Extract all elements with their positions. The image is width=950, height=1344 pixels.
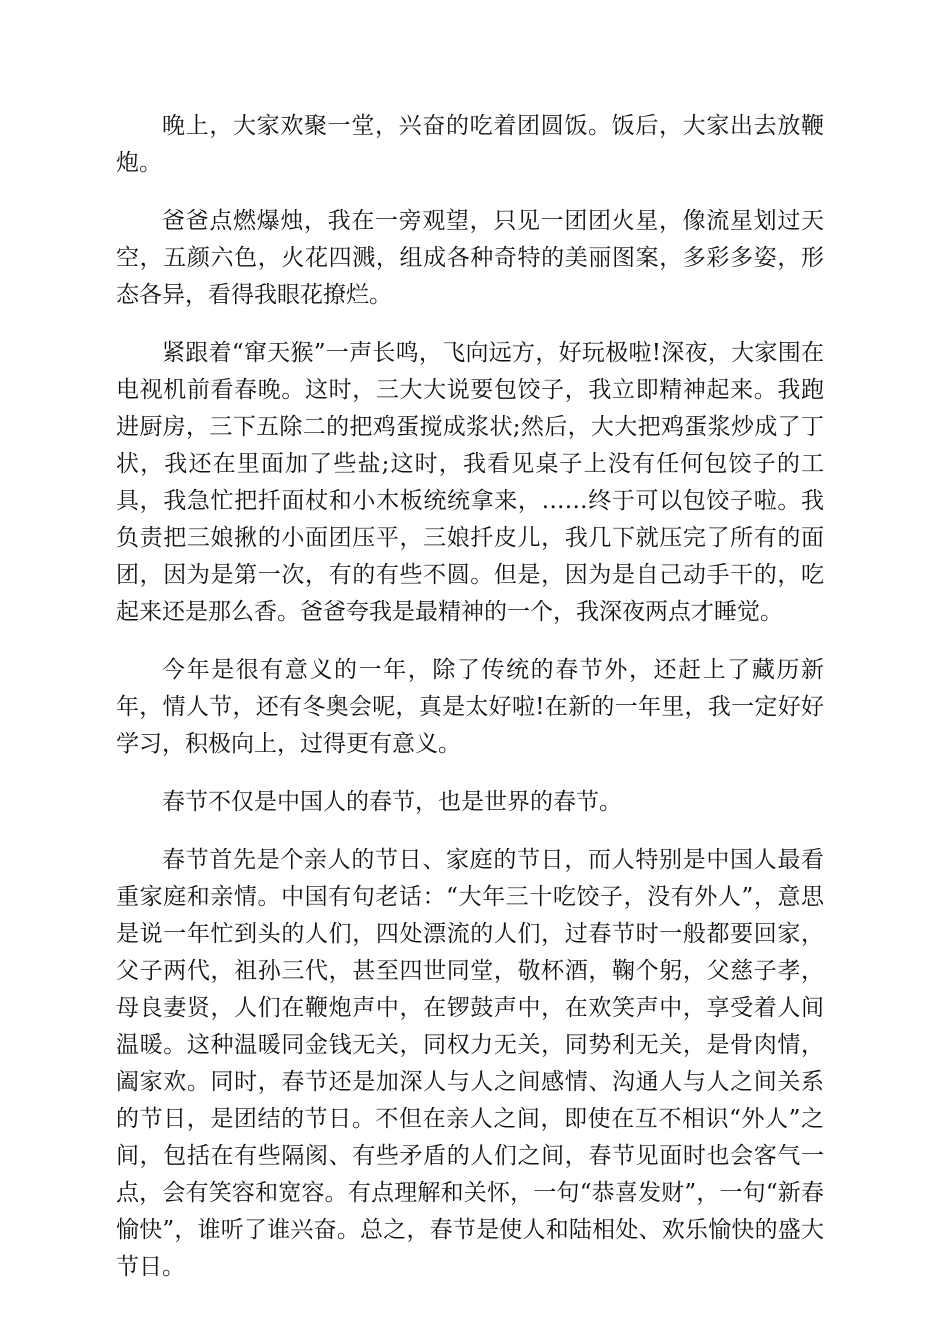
paragraph-dinner: 晚上，大家欢聚一堂，兴奋的吃着团圆饭。饭后，大家出去放鞭炮。 <box>116 113 824 176</box>
paragraph-family-festival: 春节首先是个亲人的节日、家庭的节日，而人特别是中国人最看重家庭和亲情。中国有句老话：“大年三十吃饺子，没有外人”，意思是说一年忙到头的人们，四处漂流的人们，过春节时一般都要回家，父子两代，祖孙三代，甚至四世同堂，敬杯酒，鞠个躬，父慈子孝，母良妻贤，人们在鞭炮声中，在锣鼓声中，在欢笑声中，享受着人间温暖。这种温暖同金钱无关，同权力无关，同势利无关，是骨肉情，阖家欢。同时，春节还是加深人与人之间感情、沟通人与人之间关系的节日，是团结的节日。不但在亲人之间，即使在互不相识“外人”之间，包括在有些隔阂、有些矛盾的人们之间，春节见面时也会客气一点，会有笑容和宽容。有点理解和关怀，一句“恭喜发财”，一句“新春愉快”，谁听了谁兴奋。总之，春节是使人和陆相处、欢乐愉快的盛大节日。 <box>116 847 824 1280</box>
paragraph-dumplings: 紧跟着“窜天猴”一声长鸣，飞向远方，好玩极啦!深夜，大家围在电视机前看春晚。这时，三大大说要包饺子，我立即精神起来。我跑进厨房，三下五除二的把鸡蛋搅成浆状;然后，大大把鸡蛋浆炒成了丁状，我还在里面加了些盐;这时，我看见桌子上没有任何包饺子的工具，我急忙把扦面杖和小木板统统拿来，……终于可以包饺子啦。我负责把三娘揪的小面团压平，三娘扦皮儿，我几下就压完了所有的面团，因为是第一次，有的有些不圆。但是，因为是自己动手干的，吃起来还是那么香。爸爸夸我是最精神的一个，我深夜两点才睡觉。 <box>116 340 824 625</box>
document-body <box>116 108 824 1307</box>
paragraph-meaningful-year: 今年是很有意义的一年，除了传统的春节外，还赶上了藏历新年，情人节，还有冬奥会呢，真是太好啦!在新的一年里，我一定好好学习，积极向上，过得更有意义。 <box>116 657 824 757</box>
paragraph-world-festival: 春节不仅是中国人的春节，也是世界的春节。 <box>162 789 622 815</box>
paragraph-firecrackers: 爸爸点燃爆烛，我在一旁观望，只见一团团火星，像流星划过天空，五颜六色，火花四溅，组成各种奇特的美丽图案，多彩多姿，形态各异，看得我眼花撩烂。 <box>116 208 824 308</box>
